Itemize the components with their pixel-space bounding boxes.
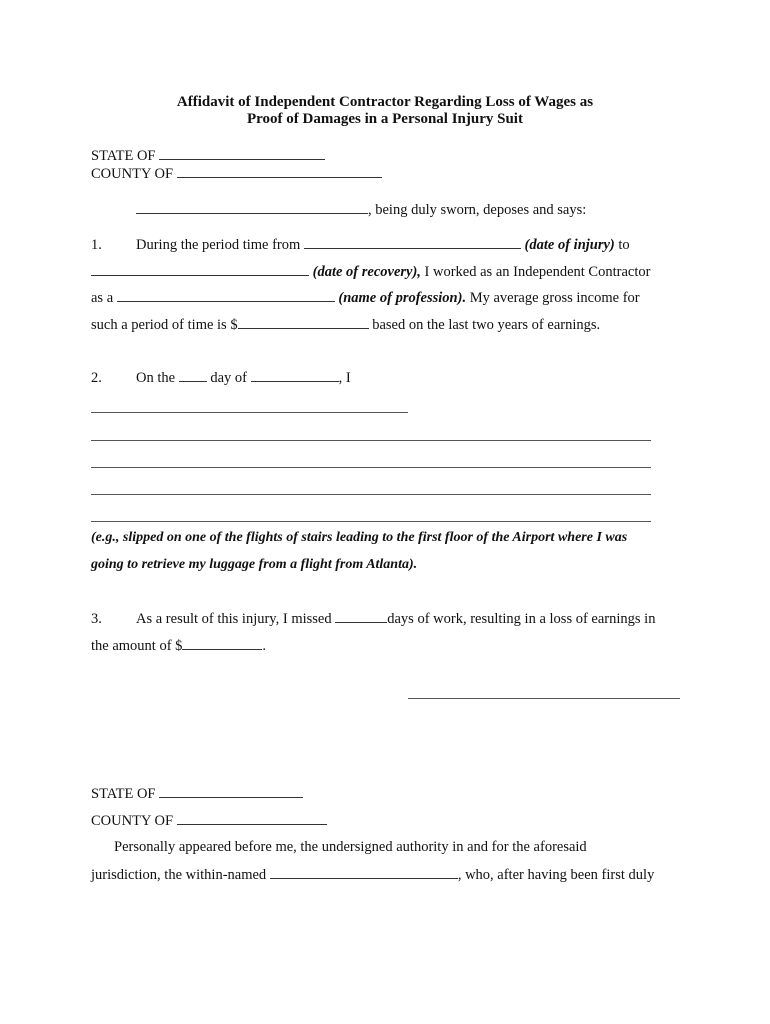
p1-line1 xyxy=(91,235,630,254)
profession-field[interactable] xyxy=(117,288,335,302)
p1-text: based on the last two years of earnings. xyxy=(372,317,601,333)
p2-text: day of xyxy=(210,370,247,386)
document-subtitle: Proof of Damages in a Personal Injury Suit xyxy=(247,111,523,127)
p3-text: . xyxy=(262,638,267,654)
p3-line2 xyxy=(91,636,266,655)
p1-number: 1. xyxy=(91,237,102,253)
p1-text: as a xyxy=(91,290,114,306)
notary-line2 xyxy=(91,865,654,884)
days-missed-field[interactable] xyxy=(335,609,387,623)
document-title: Affidavit of Independent Contractor Regarding Loss of Wages as xyxy=(176,94,594,110)
p1-to: to xyxy=(618,237,630,253)
notary-text: Personally appeared before me, the undersigned authority in and for the aforesaid xyxy=(114,839,587,855)
sworn-text: , being duly sworn, deposes and says: xyxy=(368,202,587,218)
state-field[interactable] xyxy=(159,146,325,160)
loss-amount-field[interactable] xyxy=(182,636,262,650)
p3-text: the amount of $ xyxy=(91,638,183,654)
p1-text: such a period of time is $ xyxy=(91,317,238,333)
month-field[interactable] xyxy=(251,368,339,382)
affiant-line xyxy=(136,200,586,219)
p3-text: As a result of this injury, I missed xyxy=(136,611,332,627)
description-line[interactable] xyxy=(91,440,651,441)
description-line[interactable] xyxy=(91,467,651,468)
description-line[interactable] xyxy=(91,412,408,413)
notary-text: jurisdiction, the within-named xyxy=(91,867,267,883)
notary-text: , who, after having been first duly xyxy=(457,867,655,883)
notary-state-label: STATE OF xyxy=(91,786,156,802)
county-label: COUNTY OF xyxy=(91,166,174,182)
income-field[interactable] xyxy=(238,315,369,329)
notary-state-field[interactable] xyxy=(159,784,303,798)
p1-line4 xyxy=(91,315,600,334)
named-party-field[interactable] xyxy=(270,865,458,879)
p2-text: On the xyxy=(136,370,176,386)
date-of-recovery-field[interactable] xyxy=(91,262,309,276)
day-field[interactable] xyxy=(179,368,207,382)
p3-text: days of work, resulting in a loss of earnings in xyxy=(387,611,656,627)
p2-number: 2. xyxy=(91,370,102,386)
p1-text: During the period time from xyxy=(136,237,301,253)
p2-line1 xyxy=(91,368,351,387)
p1-text: My average gross income for xyxy=(469,290,640,306)
example-text: going to retrieve my luggage from a flight from Atlanta). xyxy=(91,557,418,572)
notary-state-line xyxy=(91,784,303,803)
state-line xyxy=(91,146,325,165)
description-line[interactable] xyxy=(91,521,651,522)
date-of-injury-label: (date of injury) xyxy=(524,237,615,253)
county-field[interactable] xyxy=(177,164,382,178)
p3-line1 xyxy=(91,609,655,628)
example-text: (e.g., slipped on one of the flights of stairs leading to the first floor of the Airport where I was xyxy=(91,530,628,545)
p1-line3 xyxy=(91,288,640,307)
profession-label: (name of profession). xyxy=(338,290,467,306)
description-line[interactable] xyxy=(91,494,651,495)
county-line xyxy=(91,164,382,183)
p2-text: , I xyxy=(338,370,351,386)
p3-number: 3. xyxy=(91,611,102,627)
p1-line2 xyxy=(91,262,650,281)
notary-county-label: COUNTY OF xyxy=(91,813,174,829)
signature-line[interactable] xyxy=(408,698,680,699)
affiant-name-field[interactable] xyxy=(136,200,368,214)
date-of-injury-field[interactable] xyxy=(304,235,521,249)
date-of-recovery-label: (date of recovery), xyxy=(312,264,421,280)
notary-county-field[interactable] xyxy=(177,811,327,825)
state-label: STATE OF xyxy=(91,148,156,164)
notary-county-line xyxy=(91,811,327,830)
p1-text: I worked as an Independent Contractor xyxy=(424,264,651,280)
